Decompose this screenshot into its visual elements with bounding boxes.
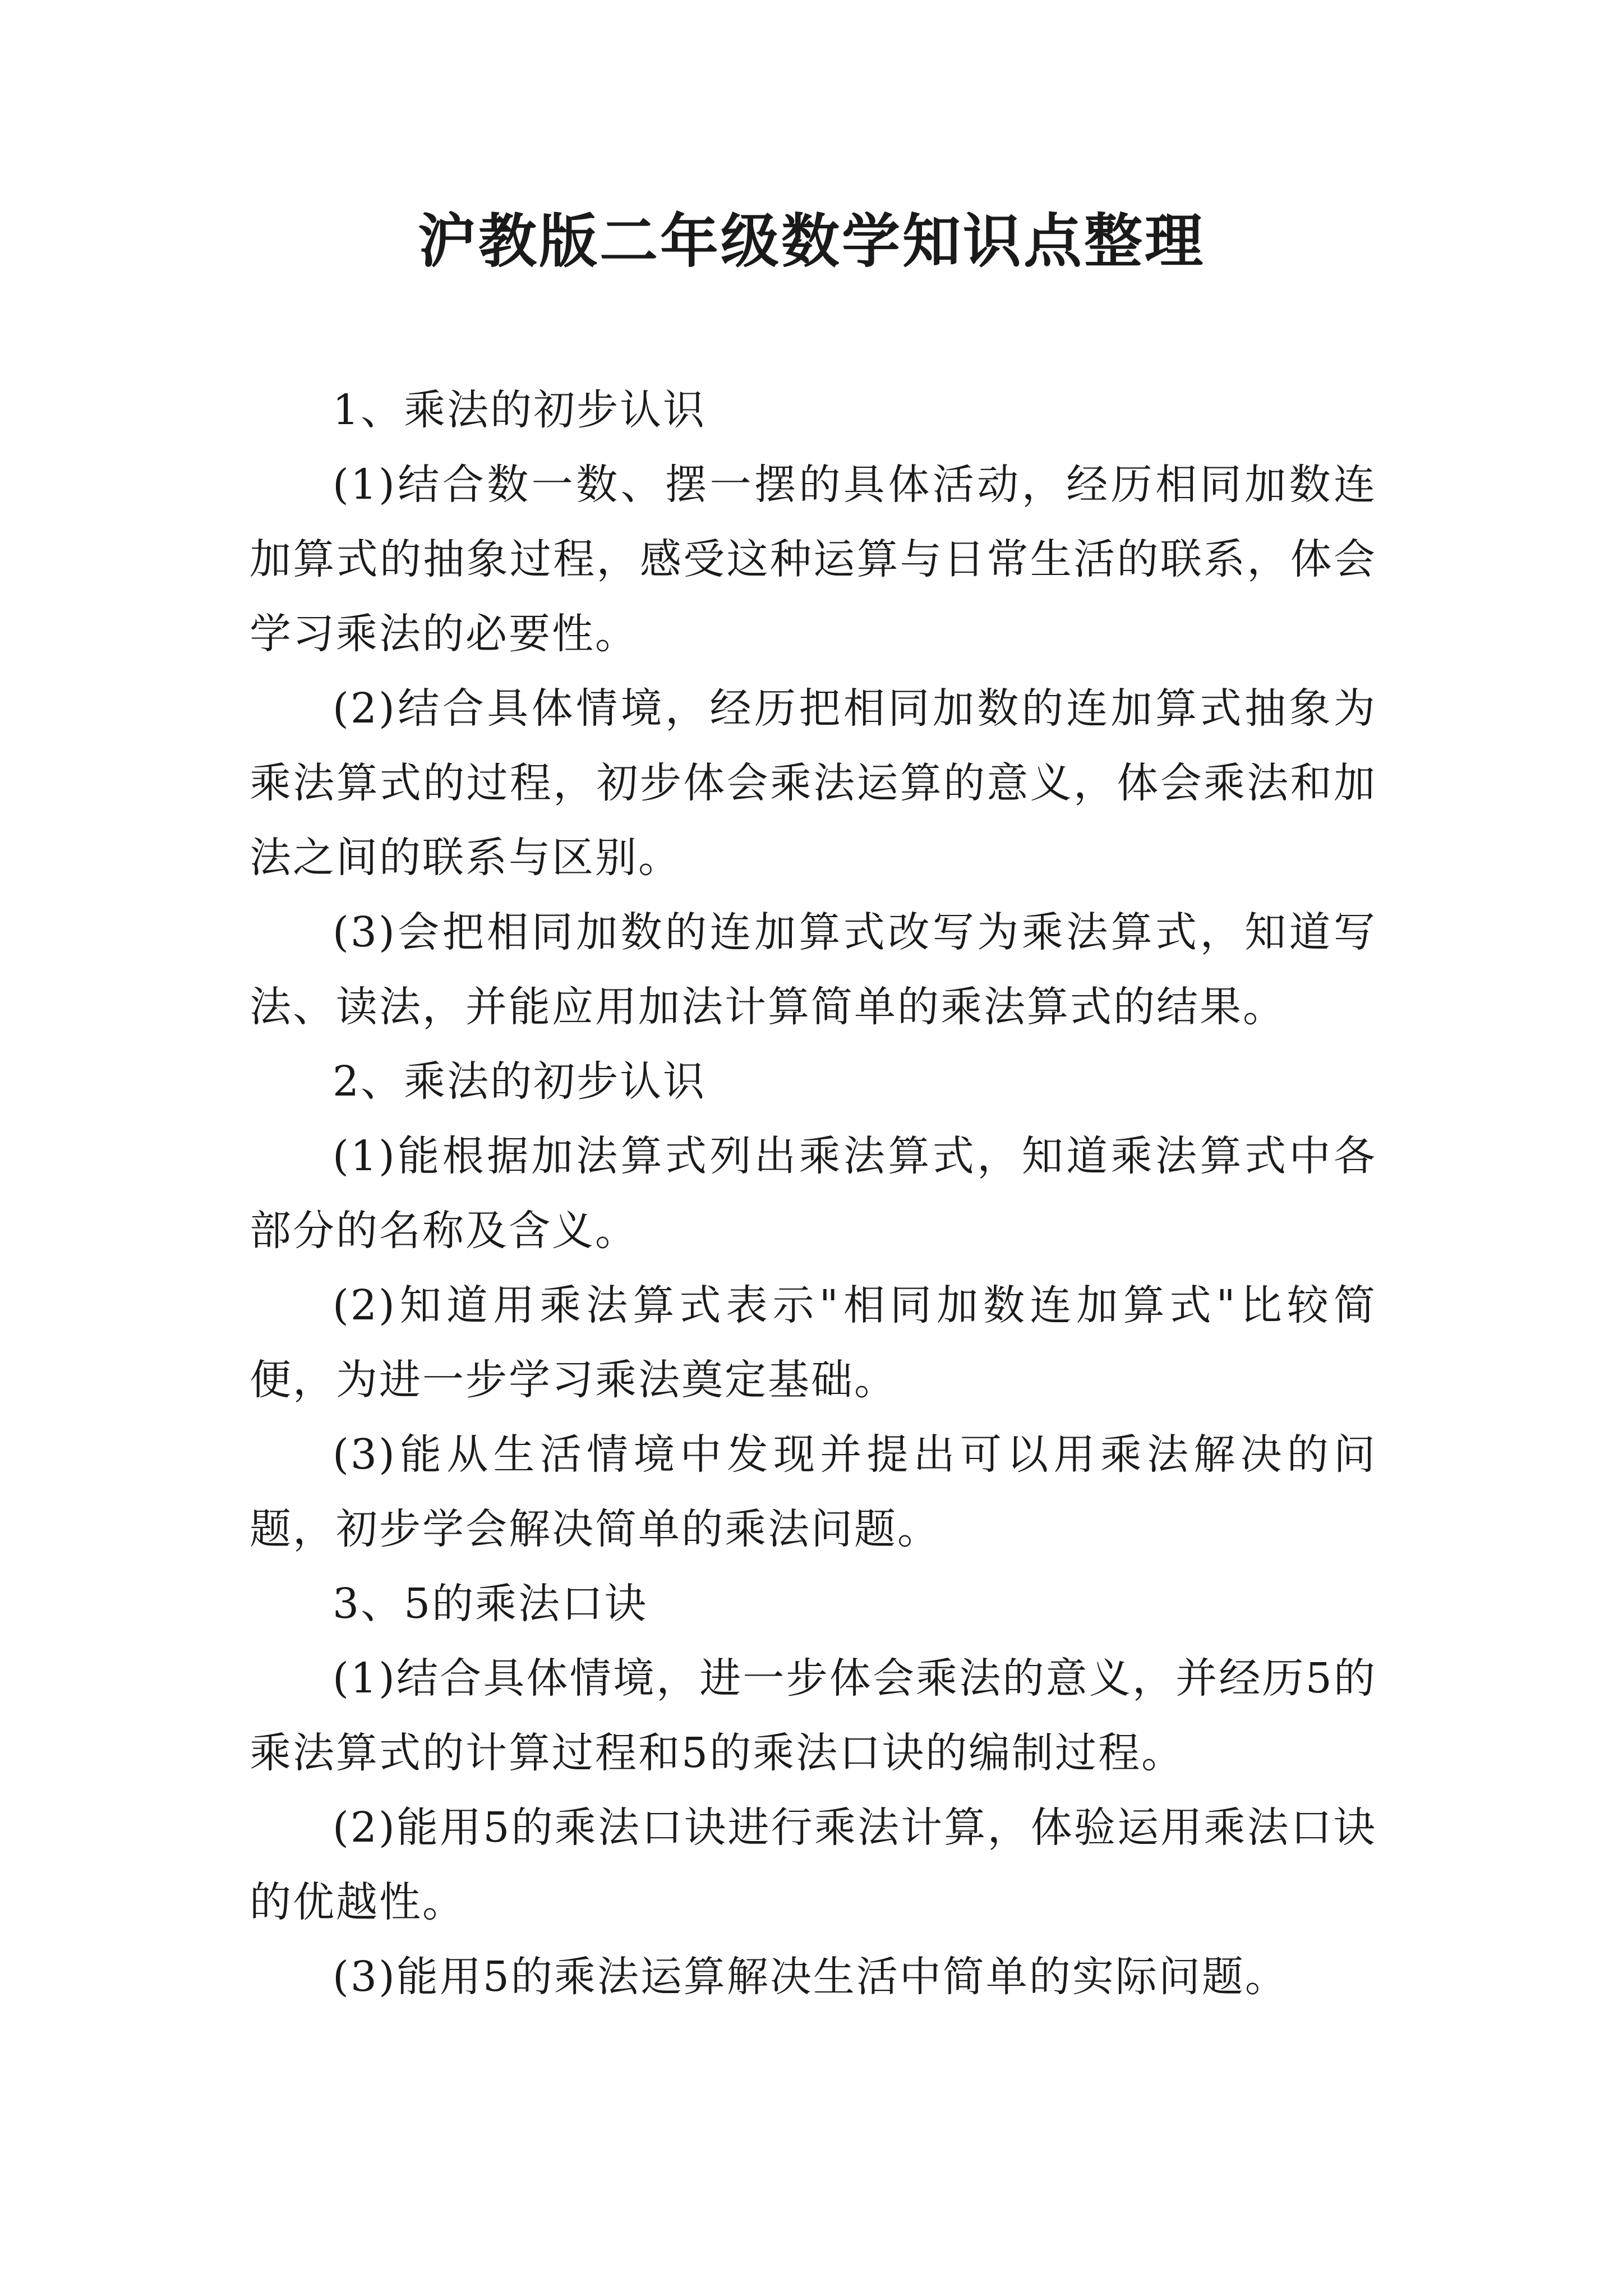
section-heading-1: 1、乘法的初步认识 xyxy=(333,386,707,434)
paragraph: (1)能根据加法算式列出乘法算式，知道乘法算式中各部分的名称及含义。 xyxy=(250,1132,1377,1255)
section-heading-3: 3、5的乘法口诀 xyxy=(333,1580,648,1628)
paragraph: (2)结合具体情境，经历把相同加数的连加算式抽象为乘法算式的过程，初步体会乘法运算的意义，体会乘法和加法之间的联系与区别。 xyxy=(250,684,1377,882)
document-title: 沪教版二年级数学知识点整理 xyxy=(417,206,1205,275)
paragraph: (2)知道用乘法算式表示"相同加数连加算式"比较简便，为进一步学习乘法奠定基础。 xyxy=(250,1281,1377,1404)
paragraph: (3)能从生活情境中发现并提出可以用乘法解决的问题，初步学会解决简单的乘法问题。 xyxy=(250,1430,1377,1553)
paragraph: (1)结合具体情境，进一步体会乘法的意义，并经历5的乘法算式的计算过程和5的乘法口诀的编制过程。 xyxy=(250,1654,1377,1777)
paragraph: (1)结合数一数、摆一摆的具体活动，经历相同加数连加算式的抽象过程，感受这种运算与日常生活的联系，体会学习乘法的必要性。 xyxy=(250,461,1377,658)
paragraph: (3)会把相同加数的连加算式改写为乘法算式，知道写法、读法，并能应用加法计算简单的乘法算式的结果。 xyxy=(250,908,1377,1031)
paragraph: (2)能用5的乘法口诀进行乘法计算，体验运用乘法口诀的优越性。 xyxy=(250,1803,1377,1926)
section-heading-2: 2、乘法的初步认识 xyxy=(333,1057,707,1106)
paragraph: (3)能用5的乘法运算解决生活中简单的实际问题。 xyxy=(333,1953,1288,2001)
document-body xyxy=(250,373,1377,2014)
